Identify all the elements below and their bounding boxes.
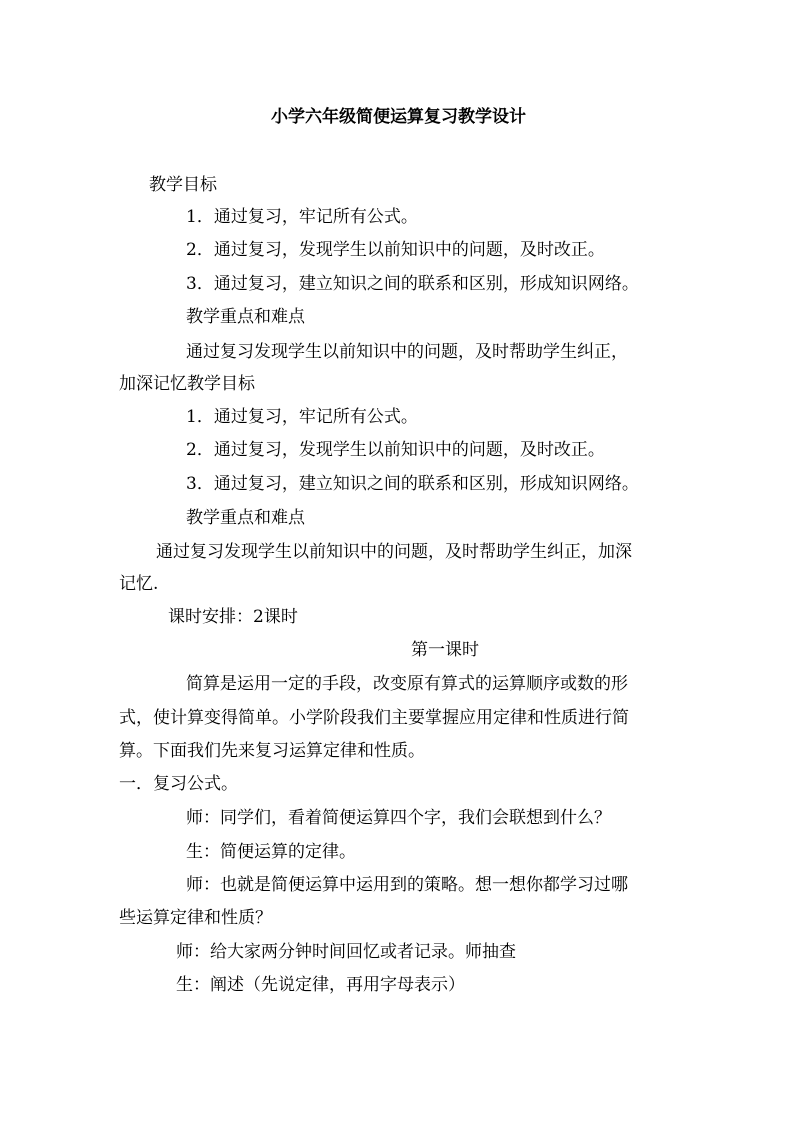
intro-paragraph-line: 式，使计算变得简单。小学阶段我们主要掌握应用定律和性质进行简 <box>119 708 629 728</box>
section-heading-goals: 教学目标 <box>149 175 217 195</box>
goal-item: 2．通过复习，发现学生以前知识中的问题，及时改正。 <box>186 440 605 460</box>
goal-item: 2．通过复习，发现学生以前知识中的问题，及时改正。 <box>186 240 605 260</box>
intro-paragraph-line: 简算是运用一定的手段，改变原有算式的运算顺序或数的形 <box>186 674 628 694</box>
section-heading-key-points: 教学重点和难点 <box>186 307 305 327</box>
document-title: 小学六年级简便运算复习教学设计 <box>271 107 526 127</box>
key-points-text: 通过复习发现学生以前知识中的问题，及时帮助学生纠正，加深 <box>156 542 632 562</box>
goal-item: 1．通过复习，牢记所有公式。 <box>186 207 418 227</box>
dialogue-line: 生：阐述（先说定律，再用字母表示） <box>176 975 465 995</box>
dialogue-line: 些运算定律和性质？ <box>119 908 272 928</box>
goal-item: 3．通过复习，建立知识之间的联系和区别，形成知识网络。 <box>186 274 639 294</box>
part-heading: 一．复习公式。 <box>119 774 238 794</box>
goal-item: 1．通过复习，牢记所有公式。 <box>186 407 418 427</box>
dialogue-line: 师：给大家两分钟时间回忆或者记录。师抽查 <box>176 942 516 962</box>
dialogue-line: 师：同学们，看着简便运算四个字，我们会联想到什么？ <box>186 808 611 828</box>
key-points-text: 加深记忆教学目标 <box>119 374 255 394</box>
dialogue-line: 生：简便运算的定律。 <box>186 842 356 862</box>
lesson-heading: 第一课时 <box>411 640 479 660</box>
section-heading-key-points: 教学重点和难点 <box>186 508 305 528</box>
schedule-text: 课时安排：2课时 <box>168 607 298 627</box>
key-points-text: 记忆. <box>119 574 159 594</box>
key-points-text: 通过复习发现学生以前知识中的问题，及时帮助学生纠正， <box>186 342 628 362</box>
goal-item: 3．通过复习，建立知识之间的联系和区别，形成知识网络。 <box>186 474 639 494</box>
intro-paragraph-line: 算。下面我们先来复习运算定律和性质。 <box>119 741 425 761</box>
dialogue-line: 师：也就是简便运算中运用到的策略。想一想你都学习过哪 <box>186 875 628 895</box>
